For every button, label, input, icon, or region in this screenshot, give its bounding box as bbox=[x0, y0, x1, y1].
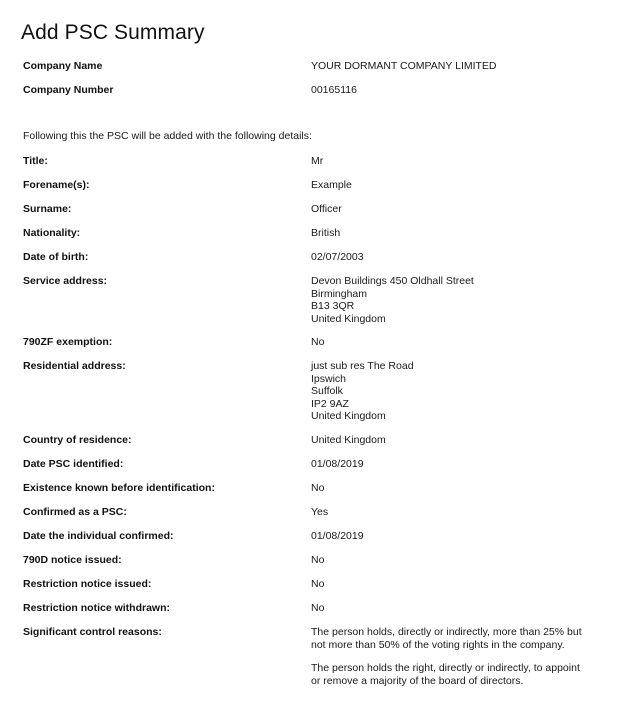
forename-value: Example bbox=[311, 179, 352, 191]
existence-value: No bbox=[311, 482, 325, 494]
reason-paragraph bbox=[311, 626, 601, 651]
reason-line: not more than 50% of the voting rights in the company. bbox=[311, 638, 565, 651]
restriction-value: No bbox=[311, 578, 325, 590]
service-address-line: Devon Buildings 450 Oldhall Street bbox=[311, 275, 474, 287]
country-value: United Kingdom bbox=[311, 434, 386, 446]
title-value: Mr bbox=[311, 155, 324, 167]
existence-label: Existence known before identification: bbox=[23, 482, 215, 494]
notice-label: 790D notice issued: bbox=[23, 554, 122, 566]
company-name-value: YOUR DORMANT COMPANY LIMITED bbox=[311, 60, 497, 72]
residential-address-line: Ipswich bbox=[311, 372, 347, 385]
country-label: Country of residence: bbox=[23, 434, 132, 446]
service-address-line: United Kingdom bbox=[311, 312, 386, 325]
exemption-label: 790ZF exemption: bbox=[23, 336, 113, 348]
residential-address-value bbox=[311, 360, 601, 423]
residential-address-label: Residential address: bbox=[23, 360, 126, 372]
notice-value: No bbox=[311, 554, 325, 566]
dob-label: Date of birth: bbox=[23, 251, 89, 263]
residential-address-line: IP2 9AZ bbox=[311, 397, 349, 410]
withdrawn-value: No bbox=[311, 602, 325, 614]
date-confirmed-label: Date the individual confirmed: bbox=[23, 530, 174, 542]
residential-address-line: just sub res The Road bbox=[311, 360, 414, 372]
service-address-value bbox=[311, 275, 601, 325]
surname-value: Officer bbox=[311, 203, 342, 215]
company-name-label: Company Name bbox=[23, 60, 103, 72]
confirmed-label: Confirmed as a PSC: bbox=[23, 506, 127, 518]
exemption-value: No bbox=[311, 336, 325, 348]
nationality-label: Nationality: bbox=[23, 227, 81, 239]
company-number-value: 00165116 bbox=[311, 84, 357, 96]
reasons-value bbox=[311, 626, 601, 687]
confirmed-value: Yes bbox=[311, 506, 329, 518]
reasons-label: Significant control reasons: bbox=[23, 626, 162, 638]
intro-text: Following this the PSC will be added with the following details: bbox=[23, 130, 312, 142]
date-confirmed-value: 01/08/2019 bbox=[311, 530, 364, 542]
company-number-label: Company Number bbox=[23, 84, 114, 96]
forename-label: Forename(s): bbox=[23, 179, 90, 191]
page-title: Add PSC Summary bbox=[21, 21, 205, 44]
reason-line: The person holds the right, directly or indirectly, to appoint bbox=[311, 662, 580, 674]
title-label: Title: bbox=[23, 155, 48, 167]
surname-label: Surname: bbox=[23, 203, 72, 215]
nationality-value: British bbox=[311, 227, 341, 239]
reason-line: or remove a majority of the board of directors. bbox=[311, 674, 524, 687]
dob-value: 02/07/2003 bbox=[311, 251, 364, 263]
residential-address-line: United Kingdom bbox=[311, 410, 386, 422]
restriction-label: Restriction notice issued: bbox=[23, 578, 152, 590]
reason-line: The person holds, directly or indirectly, more than 25% but bbox=[311, 626, 582, 638]
service-address-line: Birmingham bbox=[311, 287, 368, 300]
service-address-line: B13 3QR bbox=[311, 300, 355, 312]
reason-paragraph bbox=[311, 662, 601, 687]
identified-label: Date PSC identified: bbox=[23, 458, 124, 470]
withdrawn-label: Restriction notice withdrawn: bbox=[23, 602, 171, 614]
residential-address-line: Suffolk bbox=[311, 385, 343, 397]
service-address-label: Service address: bbox=[23, 275, 108, 287]
identified-value: 01/08/2019 bbox=[311, 458, 364, 470]
